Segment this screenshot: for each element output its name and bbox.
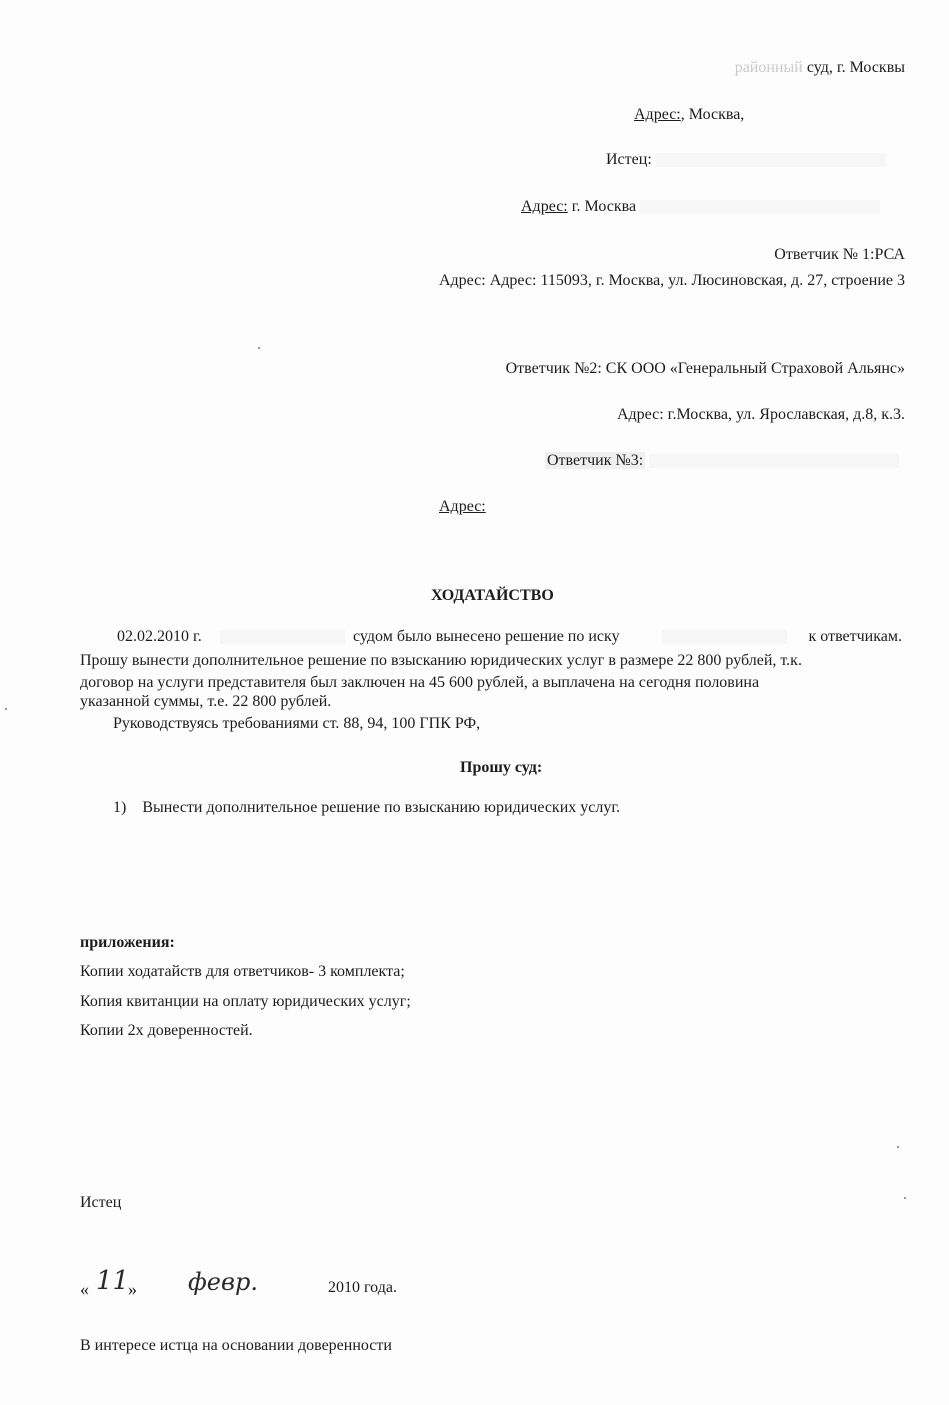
plaintiff-address-redacted [640, 200, 880, 214]
plaintiff-label: Истец: [606, 151, 652, 168]
plaintiff-line [606, 150, 886, 170]
body-p1-mid: судом было вынесено решение по иску [353, 628, 620, 645]
court-name-redacted [220, 630, 345, 644]
attachment-item: Копии 2х доверенностей. [80, 1022, 253, 1039]
plaintiff-address [521, 197, 880, 217]
defendant3-address-label: Адрес: [439, 498, 486, 515]
plaintiff-name-inline-redacted [662, 630, 787, 644]
defendant2: Ответчик №2: СК ООО «Генеральный Страховой Альянс» [505, 360, 905, 377]
footer-plaintiff: Истец [80, 1194, 122, 1211]
defendant2-address: Адрес: г.Москва, ул. Ярославская, д.8, к.3. [616, 406, 905, 423]
attachment-item: Копии ходатайств для ответчиков- 3 комплекта; [80, 963, 405, 980]
plaintiff-address-value: г. Москва [567, 198, 637, 215]
defendant3-label: Ответчик №3: [547, 452, 644, 469]
footer-date-close: » [128, 1279, 137, 1299]
document-title: ХОДАТАЙСТВО [431, 587, 554, 604]
defendant3 [545, 451, 899, 471]
court-address-label: Адрес: [634, 106, 681, 123]
attachment-item: Копия квитанции на оплату юридических услуг; [80, 993, 411, 1010]
request-item-text: Вынести дополнительное решение по взысканию юридических услуг. [142, 799, 621, 816]
footer-date-open: « [80, 1279, 89, 1299]
scan-artifact [897, 1146, 899, 1148]
court-name-text: суд, г. Москвы [806, 59, 905, 76]
court-name-faded: районный [734, 59, 803, 76]
court-address [634, 105, 744, 125]
body-p1-line3: договор на услуги представителя был заключен на 45 600 рублей, а выплачена на сегодня половина [80, 674, 760, 691]
body-p2: Руководствуясь требованиями ст. 88, 94, 100 ГПК РФ, [113, 715, 481, 732]
attachments-heading: приложения: [80, 934, 175, 951]
scan-artifact [258, 347, 260, 349]
body-p1-line2: Прошу вынести дополнительное решение по взысканию юридических услуг в размере 22 800 рублей, т.к. [80, 652, 802, 669]
handwritten-day: 11 [96, 1266, 130, 1296]
request-item-number: 1) [113, 799, 127, 816]
court-name [700, 58, 905, 78]
body-p1-end: к ответчикам. [808, 628, 902, 645]
body-p1-date: 02.02.2010 г. [117, 628, 202, 645]
defendant1: Ответчик № 1:РСА [774, 246, 905, 263]
defendant1-address: Адрес: Адрес: 115093, г. Москва, ул. Люсиновская, д. 27, строение 3 [438, 272, 905, 289]
scan-artifact [5, 708, 7, 710]
request-item [113, 798, 620, 818]
scan-artifact [904, 1197, 906, 1199]
plaintiff-name-redacted [656, 153, 886, 167]
defendant3-name-redacted [649, 454, 899, 468]
court-address-value: , Москва, [680, 106, 745, 123]
defendant3-address [439, 497, 486, 517]
request-heading: Прошу суд: [460, 759, 543, 776]
plaintiff-address-label: Адрес: [521, 198, 568, 215]
handwritten-month: февр. [188, 1268, 258, 1296]
footer-representative: В интересе истца на основании доверенности [80, 1337, 392, 1354]
body-p1-line4: указанной суммы, т.е. 22 800 рублей. [80, 693, 332, 710]
footer-date-year: 2010 года. [328, 1279, 397, 1296]
